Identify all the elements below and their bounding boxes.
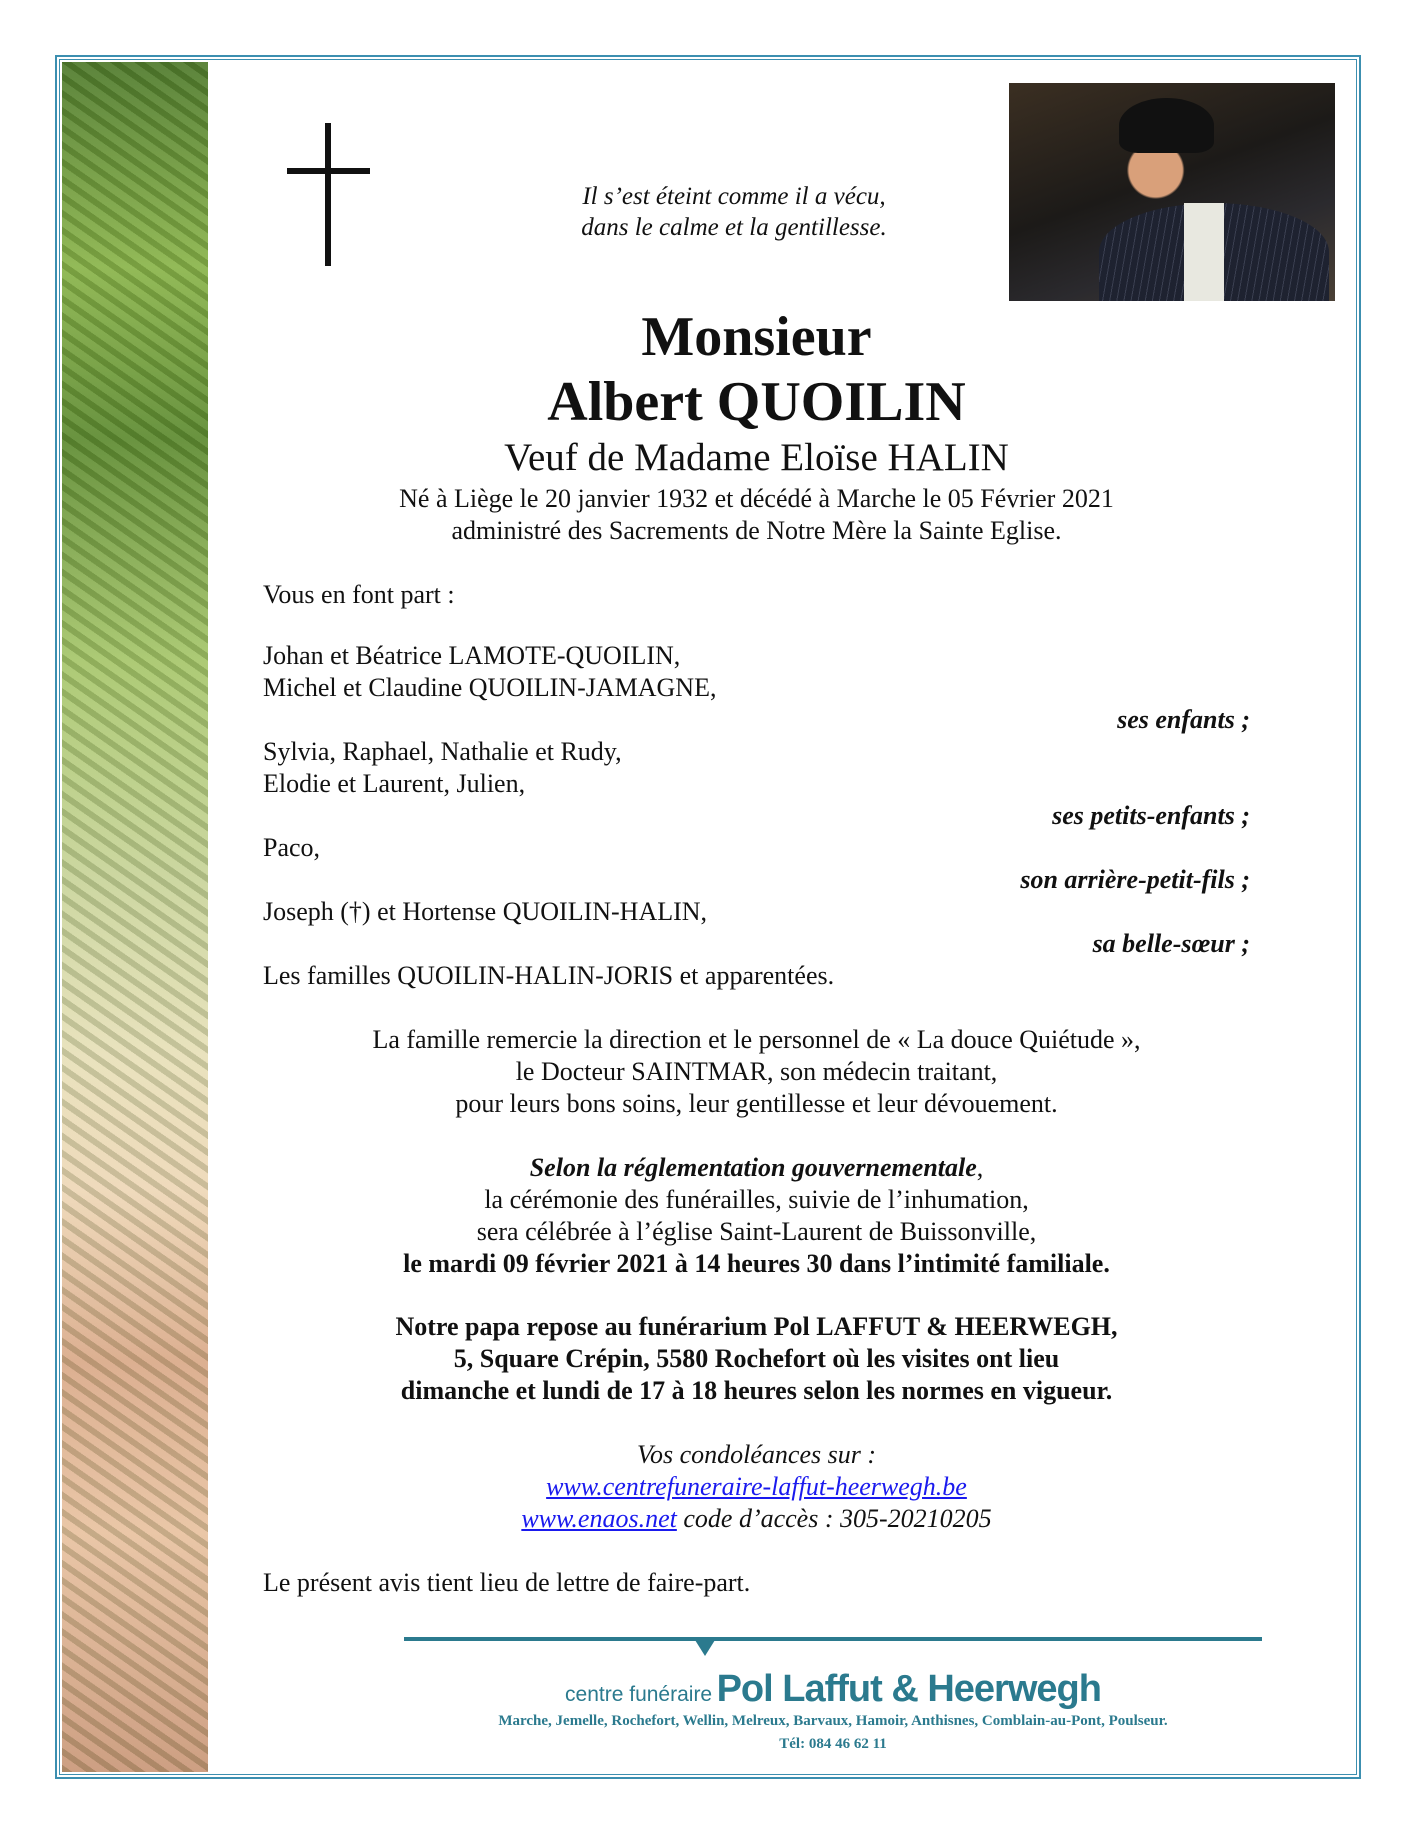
cross-icon bbox=[325, 123, 331, 266]
dates-line: Né à Liège le 20 janvier 1932 et décédé à Marche le 05 Février 2021 bbox=[399, 484, 1114, 513]
ceremony-line: sera célébrée à l’église Saint-Laurent de Buissonville, bbox=[476, 1217, 1037, 1246]
visit-line: 5, Square Crépin, 5580 Rochefort où les visites ont lieu bbox=[453, 1344, 1060, 1373]
enaos-link[interactable]: www.enaos.net bbox=[521, 1504, 677, 1533]
title: Monsieur bbox=[641, 306, 872, 368]
thanks-line: pour leurs bons soins, leur gentillesse et leur dévouement. bbox=[455, 1089, 1058, 1118]
portrait-photo bbox=[1009, 83, 1335, 301]
logo-divider bbox=[404, 1637, 1262, 1641]
condolences-link-row bbox=[263, 1471, 1250, 1503]
quote-line: dans le calme et la gentillesse. bbox=[581, 214, 887, 241]
funeral-home-logo bbox=[404, 1668, 1262, 1708]
sacraments-line: administré des Sacrements de Notre Mère la Sainte Eglise. bbox=[451, 516, 1062, 545]
funeral-site-link[interactable]: www.centrefuneraire-laffut-heerwegh.be bbox=[546, 1472, 967, 1501]
quote-line: Il s’est éteint comme il a vécu, bbox=[582, 183, 886, 210]
logo-prefix: centre funéraire bbox=[565, 1683, 713, 1706]
visit-line: Notre papa repose au funérarium Pol LAFFUT & HEERWEGH, bbox=[395, 1312, 1118, 1341]
logo-phone: Tél: 084 46 62 11 bbox=[779, 1736, 887, 1752]
rule-text: Selon la réglementation gouvernementale bbox=[529, 1153, 977, 1182]
deceased-name: Albert QUOILIN bbox=[547, 371, 966, 433]
family-line: Sylvia, Raphael, Nathalie et Rudy, bbox=[263, 737, 622, 766]
visit-line: dimanche et lundi de 17 à 18 heures selon les normes en vigueur. bbox=[400, 1376, 1113, 1405]
closing-line: Le présent avis tient lieu de lettre de faire-part. bbox=[263, 1568, 751, 1597]
family-line: Johan et Béatrice LAMOTE-QUOILIN, bbox=[263, 641, 681, 670]
forest-path-image bbox=[62, 62, 208, 1772]
ceremony-date: le mardi 09 février 2021 à 14 heures 30 dans l’intimité familiale. bbox=[403, 1249, 1110, 1278]
family-line: Michel et Claudine QUOILIN-JAMAGNE, bbox=[263, 673, 717, 702]
logo-brand: Pol Laffut & Heerwegh bbox=[716, 1668, 1101, 1710]
family-line: Elodie et Laurent, Julien, bbox=[263, 769, 526, 798]
ceremony-line: la cérémonie des funérailles, suivie de l’inhumation, bbox=[484, 1185, 1029, 1214]
family-line: Les familles QUOILIN-HALIN-JORIS et apparentées. bbox=[263, 961, 835, 990]
logo-places: Marche, Jemelle, Rochefort, Wellin, Melreux, Barvaux, Hamoir, Anthisnes, Comblain-au-Pont, Poulseur. bbox=[498, 1713, 1168, 1729]
ceremony-rule bbox=[263, 1152, 1250, 1184]
triangle-icon bbox=[695, 1640, 715, 1656]
thanks-line: La famille remercie la direction et le personnel de « La douce Quiétude », bbox=[372, 1025, 1141, 1054]
intro: Vous en font part : bbox=[263, 580, 455, 609]
family-line: Joseph (†) et Hortense QUOILIN-HALIN, bbox=[263, 897, 708, 926]
access-code: code d’accès : 305-20210205 bbox=[676, 1504, 992, 1533]
cross-icon-bar bbox=[287, 168, 370, 174]
widow-line: Veuf de Madame Eloïse HALIN bbox=[504, 436, 1009, 479]
relation-label: ses petits-enfants ; bbox=[1052, 801, 1250, 830]
relation-label: ses enfants ; bbox=[1117, 705, 1250, 734]
comma: , bbox=[976, 1153, 984, 1182]
family-line: Paco, bbox=[263, 833, 321, 862]
condolences-label: Vos condoléances sur : bbox=[636, 1440, 876, 1469]
enaos-row bbox=[263, 1503, 1250, 1535]
thanks-line: le Docteur SAINTMAR, son médecin traitant, bbox=[515, 1057, 998, 1086]
relation-label: son arrière-petit-fils ; bbox=[1020, 865, 1250, 894]
relation-label: sa belle-sœur ; bbox=[1092, 929, 1250, 958]
